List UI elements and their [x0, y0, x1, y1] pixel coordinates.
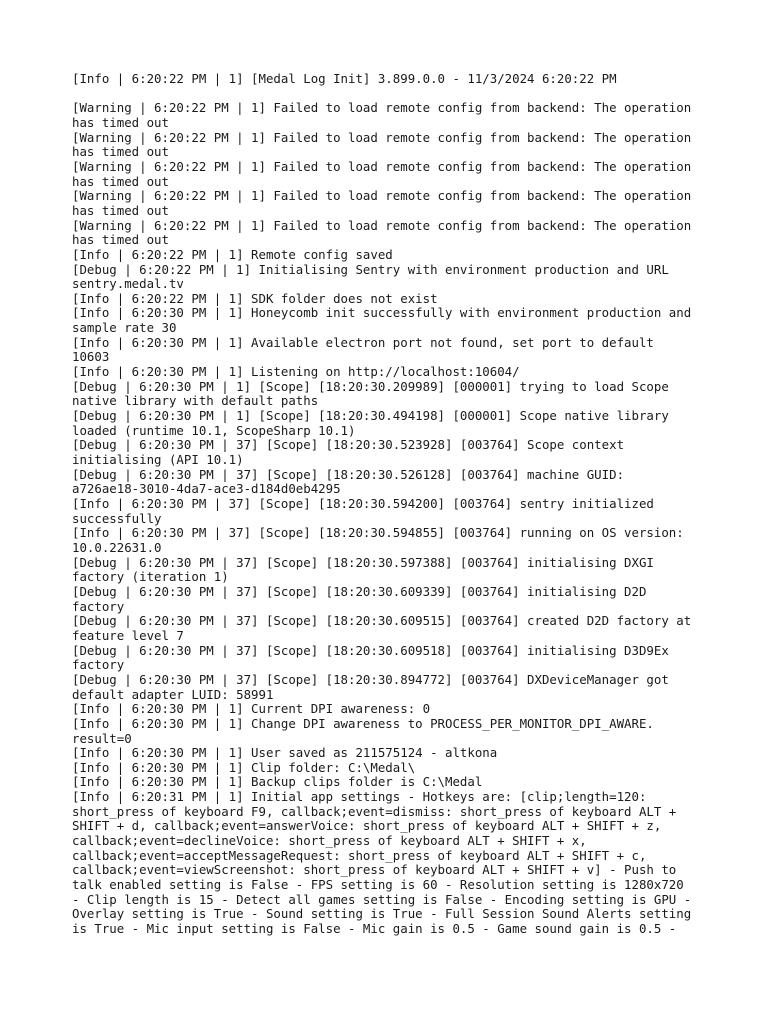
log-entry: [Warning | 6:20:22 PM | 1] Failed to load remote config from backend: The operation has timed out: [72, 158, 692, 189]
log-init-line: [Info | 6:20:22 PM | 1] [Medal Log Init] 3.899.0.0 - 11/3/2024 6:20:22 PM: [72, 71, 617, 86]
log-entry: [Info | 6:20:22 PM | 1] SDK folder does not exist: [72, 290, 438, 306]
log-entry: [Info | 6:20:30 PM | 1] Available electron port not found, set port to default 10603: [72, 334, 654, 365]
log-entry: [Debug | 6:20:30 PM | 37] [Scope] [18:20:30.526128] [003764] machine GUID: a726ae18-3010-4da7-ace3-d184d0eb4295: [72, 466, 625, 497]
log-entry: [Debug | 6:20:30 PM | 37] [Scope] [18:20:30.894772] [003764] DXDeviceManager got default adapter LUID: 58991: [72, 671, 669, 702]
log-entry: [Debug | 6:20:22 PM | 1] Initialising Sentry with environment production and URL sentry.medal.tv: [72, 261, 669, 292]
log-entry: [Info | 6:20:30 PM | 37] [Scope] [18:20:30.594855] [003764] running on OS version: 10.0.22631.0: [72, 525, 684, 555]
log-entry: [Info | 6:20:22 PM | 1] Remote config saved: [72, 246, 393, 262]
log-entry: [Info | 6:20:30 PM | 1] Change DPI awareness to PROCESS_PER_MONITOR_DPI_AWARE. result=0: [72, 715, 654, 746]
log-entry: [Warning | 6:20:22 PM | 1] Failed to load remote config from backend: The operation has timed out: [72, 129, 692, 160]
log-entry: [Debug | 6:20:30 PM | 1] [Scope] [18:20:30.209989] [000001] trying to load Scope native library with default paths: [72, 378, 669, 409]
log-entry: [Debug | 6:20:30 PM | 37] [Scope] [18:20:30.609515] [003764] created D2D factory at feature level 7: [72, 613, 692, 643]
log-entry: [Warning | 6:20:22 PM | 1] Failed to load remote config from backend: The operation has timed out: [72, 100, 692, 130]
log-entry: [Info | 6:20:30 PM | 1] Current DPI awareness: 0: [72, 701, 431, 717]
log-entry: [Info | 6:20:30 PM | 1] Honeycomb init successfully with environment production and sample rate 30: [72, 305, 692, 336]
log-entry: [Info | 6:20:30 PM | 37] [Scope] [18:20:30.594200] [003764] sentry initialized successfully: [72, 496, 654, 526]
log-entry: [Debug | 6:20:30 PM | 37] [Scope] [18:20:30.597388] [003764] initialising DXGI factory (iteration 1): [72, 554, 654, 585]
log-entry: [Debug | 6:20:30 PM | 37] [Scope] [18:20:30.523928] [003764] Scope context initialising (API 10.1): [72, 437, 625, 468]
log-entry: [Info | 6:20:30 PM | 1] Clip folder: C:\Medal\: [72, 759, 416, 775]
log-entry: [Warning | 6:20:22 PM | 1] Failed to load remote config from backend: The operation has timed out: [72, 188, 692, 218]
log-entry: [Warning | 6:20:22 PM | 1] Failed to load remote config from backend: The operation has timed out: [72, 217, 692, 248]
log-document: [72, 72, 712, 937]
log-entry: [Info | 6:20:30 PM | 1] Backup clips folder is C:\Medal: [72, 774, 483, 790]
blank-line: [72, 87, 712, 102]
log-entry: [Info | 6:20:30 PM | 1] User saved as 211575124 - altkona: [72, 745, 498, 761]
log-entry: [Debug | 6:20:30 PM | 37] [Scope] [18:20:30.609518] [003764] initialising D3D9Ex factory: [72, 642, 669, 673]
log-entry: [Info | 6:20:31 PM | 1] Initial app settings - Hotkeys are: [clip;length=120: short_press of keyboard F9, callback;event=dismiss: short_press of keyboard ALT + SHIFT + d, callback;event=answerVoice: short_press of keyboard ALT + SHIFT + z, callback;event=declineVoice: short_press of keyboard ALT + SHIFT + x, callback;event=acceptMessageRequest: short_press of keyboard ALT + SHIFT + c, callback;event=viewScreenshot: short_press of keyboard ALT + SHIFT + v] - Push to talk enabled setting is False - FPS setting is 60 - Resolution setting is 1280x720 - Clip length is 15 - Detect all games setting is False - Encoding setting is GPU - Overlay setting is True - Sound setting is True - Full Session Sound Alerts setting is True - Mic input setting is False - Mic gain is 0.5 - Game sound gain is 0.5 -: [72, 789, 692, 937]
log-entry: [Info | 6:20:30 PM | 1] Listening on http://localhost:10604/: [72, 364, 520, 380]
log-entry: [Debug | 6:20:30 PM | 37] [Scope] [18:20:30.609339] [003764] initialising D2D factory: [72, 583, 647, 614]
log-entry: [Debug | 6:20:30 PM | 1] [Scope] [18:20:30.494198] [000001] Scope native library loaded (runtime 10.1, ScopeSharp 10.1): [72, 408, 669, 438]
